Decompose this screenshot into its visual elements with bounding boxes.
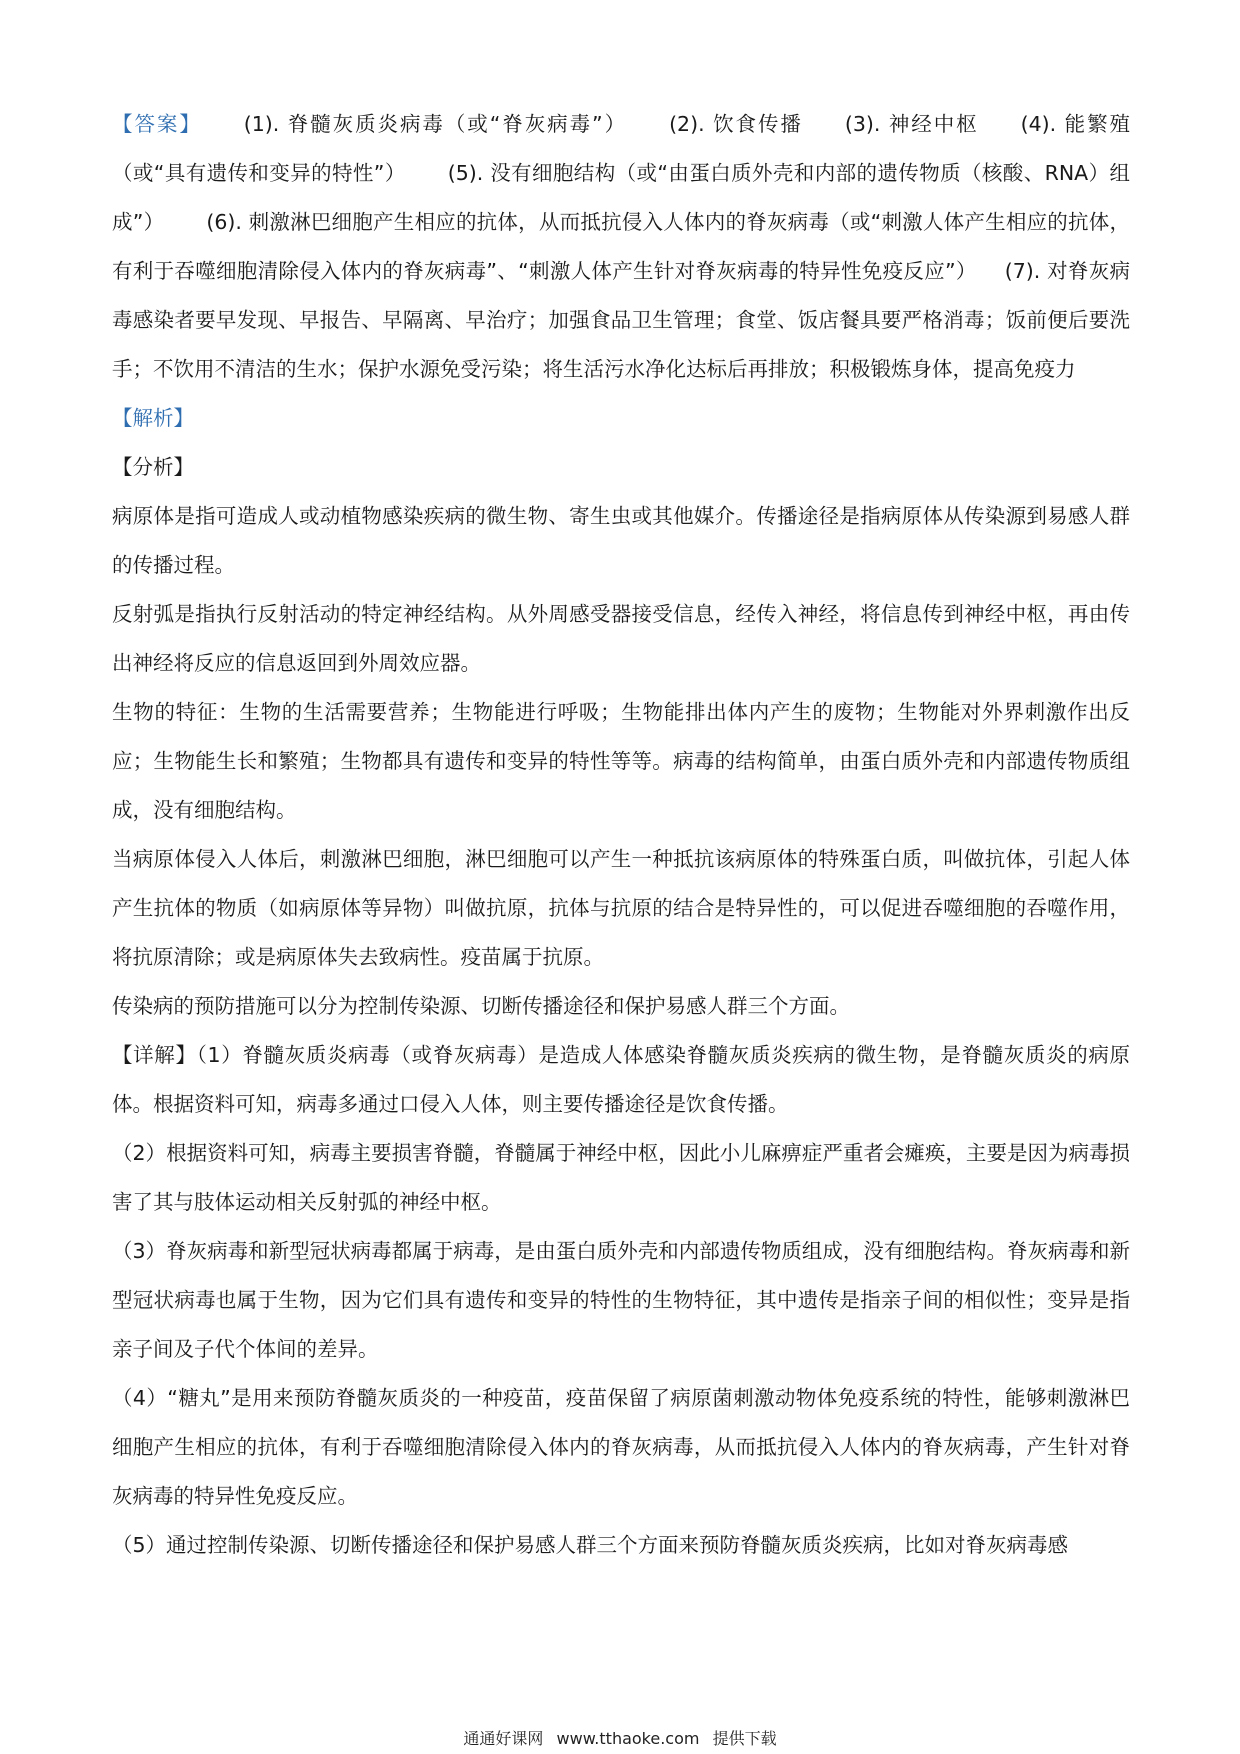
answer-item-7: (7). 对脊灰病毒感染者要早发现、早报告、早隔离、早治疗；加强食品卫生管理；食堂、饭店餐具要严格消毒；饭前便后要洗手；不饮用不清洁的生水；保护水源免受污染；将生活污水净化达标后再排放；积极锻炼身体，提高免疫力 <box>112 259 1131 381</box>
analysis-paragraph: 反射弧是指执行反射活动的特定神经结构。从外周感受器接受信息，经传入神经，将信息传到神经中枢，再由传出神经将反应的信息返回到外周效应器。 <box>112 602 1130 675</box>
answer-item-1: (1). 脊髓灰质炎病毒（或“脊灰病毒”） <box>243 112 628 136</box>
answer-item-6: (6). 刺激淋巴细胞产生相应的抗体，从而抵抗侵入人体内的脊灰病毒（或“刺激人体产生相应的抗体，有利于吞噬细胞清除侵入体内的脊灰病毒”、“刺激人体产生针对脊灰病毒的特异性免疫反应”） <box>112 210 1130 283</box>
analysis-paragraph: 传染病的预防措施可以分为控制传染源、切断传播途径和保护易感人群三个方面。 <box>112 994 850 1018</box>
footer-site-name: 通通好课网 <box>463 1729 544 1748</box>
analysis-subtag: 【分析】 <box>112 455 194 479</box>
analysis-paragraph: 生物的特征：生物的生活需要营养；生物能进行呼吸；生物能排出体内产生的废物；生物能对外界刺激作出反应；生物能生长和繁殖；生物都具有遗传和变异的特性等等。病毒的结构简单，由蛋白质外壳和内部遗传物质组成，没有细胞结构。 <box>112 700 1130 822</box>
document-page <box>112 100 1130 1570</box>
footer-url[interactable]: www.tthaoke.com <box>556 1729 700 1748</box>
detail-paragraph: （3）脊灰病毒和新型冠状病毒都属于病毒，是由蛋白质外壳和内部遗传物质组成，没有细胞结构。脊灰病毒和新型冠状病毒也属于生物，因为它们具有遗传和变异的特性的生物特征，其中遗传是指亲子间的相似性；变异是指亲子间及子代个体间的差异。 <box>112 1239 1130 1361</box>
analysis-paragraph: 当病原体侵入人体后，刺激淋巴细胞，淋巴细胞可以产生一种抵抗该病原体的特殊蛋白质，叫做抗体，引起人体产生抗体的物质（如病原体等异物）叫做抗原，抗体与抗原的结合是特异性的，可以促进吞噬细胞的吞噬作用，将抗原清除；或是病原体失去致病性。疫苗属于抗原。 <box>112 847 1130 969</box>
answer-item-2: (2). 饮食传播 <box>669 112 803 136</box>
answer-tag: 【答案】 <box>112 112 202 136</box>
detail-paragraph: （5）通过控制传染源、切断传播途径和保护易感人群三个方面来预防脊髓灰质炎疾病，比如对脊灰病毒感 <box>112 1533 1069 1557</box>
detail-tag: 【详解】 <box>112 1043 197 1067</box>
detail-paragraph-1 <box>112 1031 1130 1129</box>
page-footer <box>0 1726 1240 1749</box>
analysis-paragraph: 病原体是指可造成人或动植物感染疾病的微生物、寄生虫或其他媒介。传播途径是指病原体从传染源到易感人群的传播过程。 <box>112 504 1130 577</box>
detail-text: （1）脊髓灰质炎病毒（或脊灰病毒）是造成人体感染脊髓灰质炎疾病的微生物，是脊髓灰质炎的病原体。根据资料可知，病毒多通过口侵入人体，则主要传播途径是饮食传播。 <box>112 1043 1131 1116</box>
answer-item-4: (4). 能繁殖（或“具有遗传和变异的特性”） <box>112 112 1131 185</box>
answer-paragraph <box>112 100 1130 394</box>
detail-paragraph: （4）“糖丸”是用来预防脊髓灰质炎的一种疫苗，疫苗保留了病原菌刺激动物体免疫系统的特性，能够刺激淋巴细胞产生相应的抗体，有利于吞噬细胞清除侵入体内的脊灰病毒，从而抵抗侵入人体内的脊灰病毒，产生针对脊灰病毒的特异性免疫反应。 <box>112 1386 1130 1508</box>
footer-note: 提供下载 <box>712 1729 777 1748</box>
detail-paragraph: （2）根据资料可知，病毒主要损害脊髓，脊髓属于神经中枢，因此小儿麻痹症严重者会瘫痪，主要是因为病毒损害了其与肢体运动相关反射弧的神经中枢。 <box>112 1141 1130 1214</box>
answer-item-3: (3). 神经中枢 <box>844 112 979 136</box>
analysis-tag: 【解析】 <box>112 406 194 430</box>
answer-item-5: (5). 没有细胞结构（或“由蛋白质外壳和内部的遗传物质（核酸、RNA）组成”） <box>112 161 1130 234</box>
